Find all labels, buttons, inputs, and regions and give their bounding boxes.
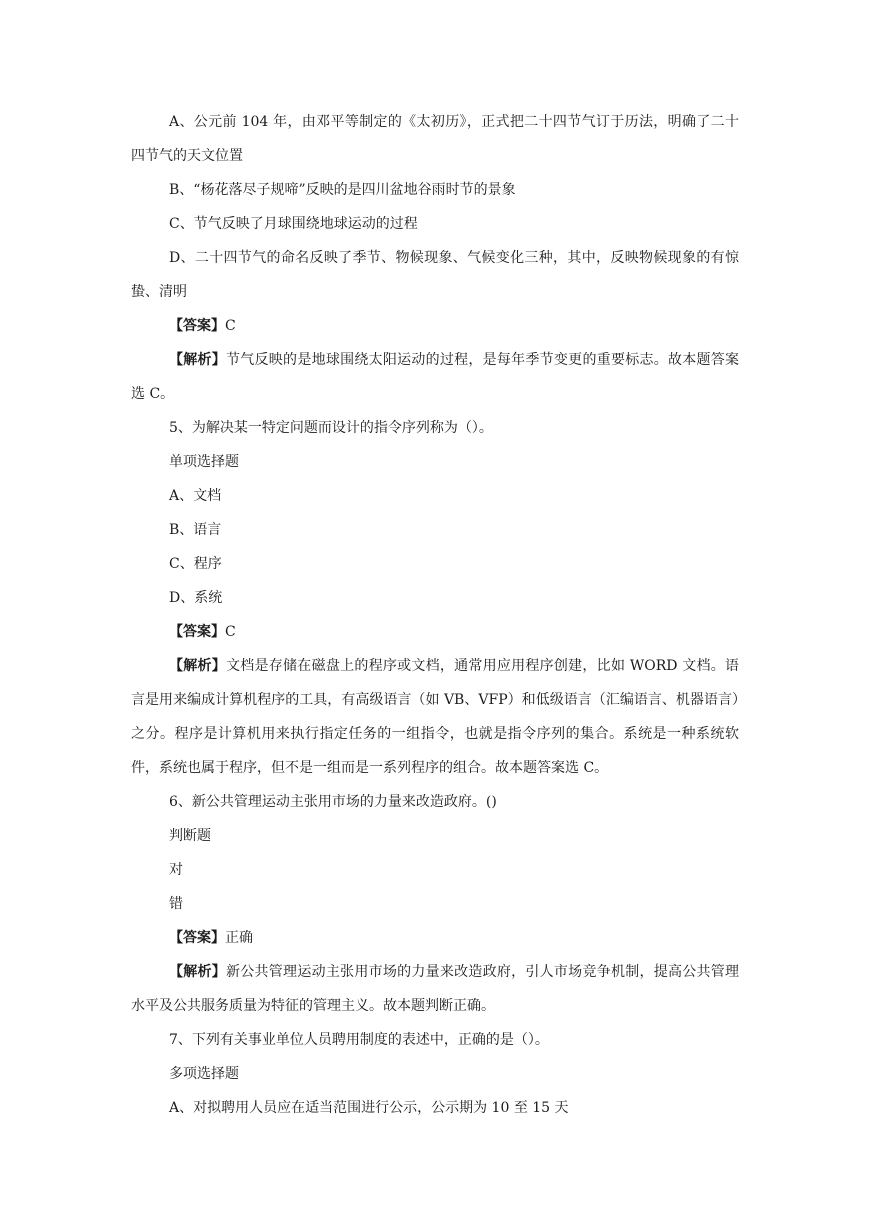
q6-option-false: 错 (169, 896, 183, 912)
q6-analysis (131, 955, 739, 1023)
q4-option-d: D、二十四节气的命名反映了季节、物候现象、气候变化三种，其中，反映物候现象的有惊蛰、清明 (131, 250, 739, 300)
analysis-tag: 【解析】 (169, 658, 227, 674)
q4-analysis (131, 343, 739, 411)
analysis-text: 节气反映的是地球围绕太阳运动的过程，是每年季节变更的重要标志。故本题答案选 C。 (131, 352, 740, 402)
q4-option-a: A、公元前 104 年，由邓平等制定的《太初历》，正式把二十四节气订于历法，明确了二十四节气的天文位置 (131, 114, 739, 164)
answer-value: 正确 (225, 930, 253, 946)
q5-analysis (131, 649, 739, 785)
q5-option-c: C、程序 (169, 556, 222, 572)
q7-option-a: A、对拟聘用人员应在适当范围进行公示，公示期为 10 至 15 天 (169, 1100, 569, 1116)
q6-question: 6、新公共管理运动主张用市场的力量来改造政府。() (169, 794, 497, 810)
answer-tag: 【答案】 (169, 624, 225, 640)
q4-answer (131, 309, 739, 343)
q6-option-true: 对 (169, 862, 183, 878)
answer-tag: 【答案】 (169, 318, 225, 334)
q4-option-c: C、节气反映了月球围绕地球运动的过程 (169, 216, 418, 232)
answer-value: C (225, 318, 236, 334)
document-page (131, 105, 739, 1125)
q5-option-b: B、语言 (169, 522, 222, 538)
q6-type: 判断题 (169, 828, 211, 844)
q7-question: 7、下列有关事业单位人员聘用制度的表述中，正确的是（）。 (169, 1032, 549, 1048)
q5-type: 单项选择题 (169, 454, 239, 470)
q7-type: 多项选择题 (169, 1066, 239, 1082)
answer-tag: 【答案】 (169, 930, 225, 946)
q5-option-d: D、系统 (169, 590, 223, 606)
analysis-text: 文档是存储在磁盘上的程序或文档，通常用应用程序创建，比如 WORD 文档。语言是用来编成计算机程序的工具，有高级语言（如 VB、VFP）和低级语言（汇编语言、机器语言）之分。程序是计算机用来执行指定任务的一组指令，也就是指令序列的集合。系统是一种系统软件，系统也属于程序，但不是一组而是一系列程序的组合。故本题答案选 C。 (131, 658, 740, 776)
analysis-tag: 【解析】 (169, 352, 227, 368)
q4-option-b: B、“杨花落尽子规啼”反映的是四川盆地谷雨时节的景象 (169, 182, 516, 198)
answer-value: C (225, 624, 236, 640)
q5-question: 5、为解决某一特定问题而设计的指令序列称为（）。 (169, 420, 493, 436)
analysis-text: 新公共管理运动主张用市场的力量来改造政府，引人市场竞争机制，提高公共管理水平及公共服务质量为特征的管理主义。故本题判断正确。 (131, 964, 740, 1014)
q5-answer (131, 615, 739, 649)
q5-option-a: A、文档 (169, 488, 222, 504)
analysis-tag: 【解析】 (169, 964, 227, 980)
q6-answer (131, 921, 739, 955)
